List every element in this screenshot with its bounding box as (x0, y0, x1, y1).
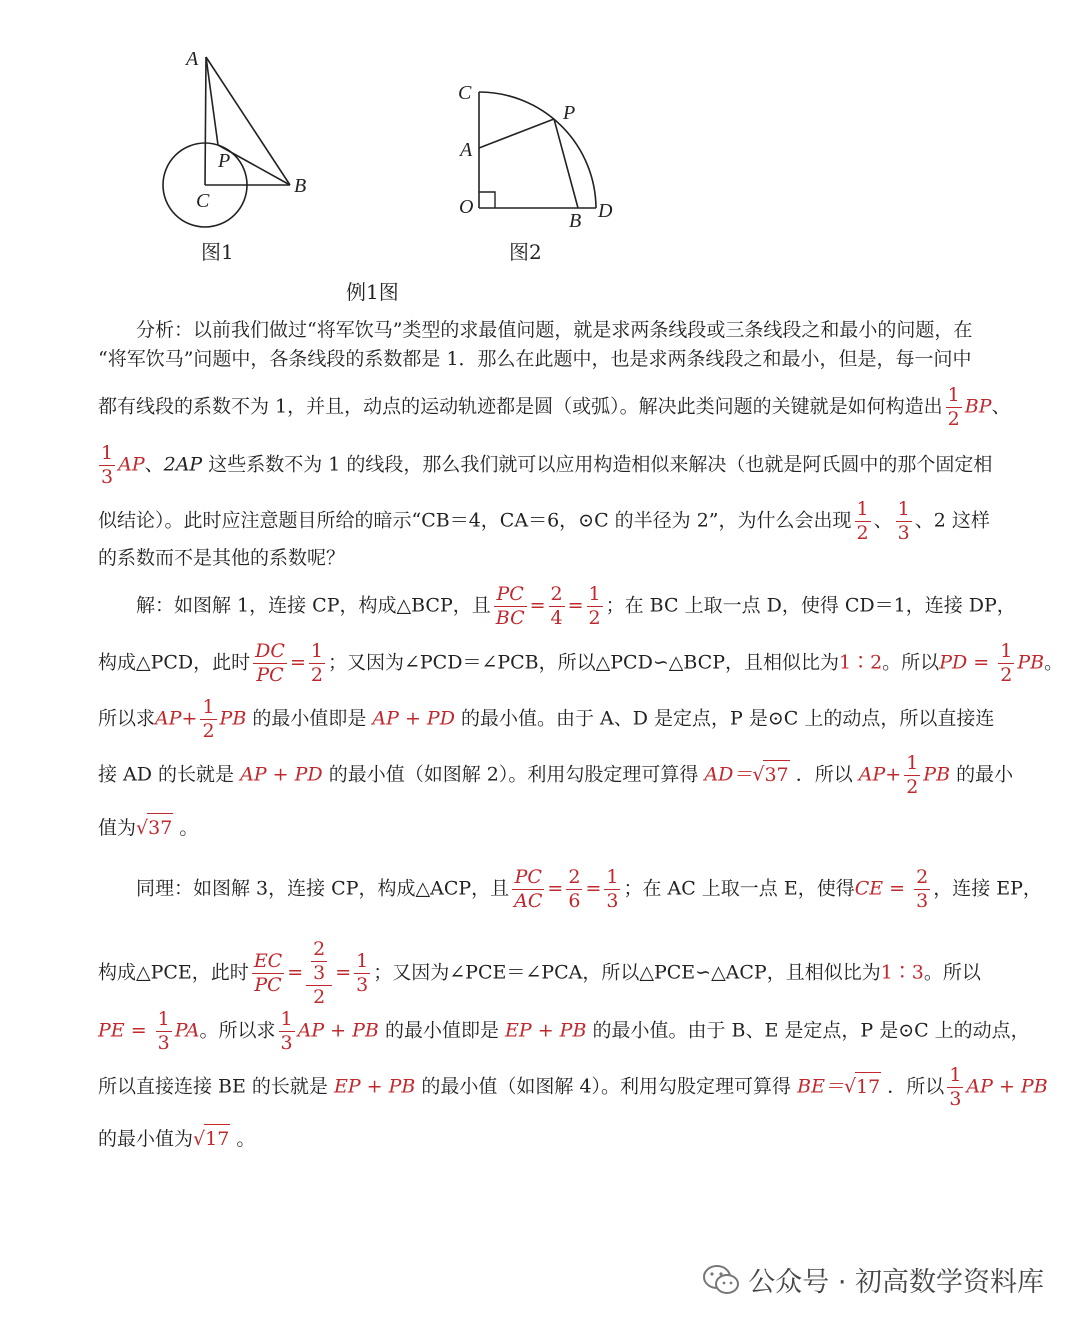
analysis-line-2: “将军饮马”问题中，各条线段的系数都是 1．那么在此题中，也是求两条线段之和最小，但是，每一问中 (98, 348, 972, 370)
solution2-line-4: 所以直接连接 BE 的长就是 EP + PB 的最小值（如图解 4）。利用勾股定理可算得 BE＝√17 ．所以 $\frac{1}{3}$ AP + PB (98, 1064, 1048, 1110)
solution-line-5: 值为√37 。 (98, 813, 198, 842)
solution-line-2: 构成△PCD，此时 $\frac{DC}{PC}$ = $\frac{1}{2}$ ；又因为∠PCD＝∠PCB，所以△PCD∽△BCP，且相似比为1∶2。所以PD = $\frac{1}{2}$ PB。 (98, 640, 1064, 686)
analysis-line-1: 分析：以前我们做过“将军饮马”类型的求最值问题，就是求两条线段或三条线段之和最小的问题，在 (136, 319, 973, 341)
solution2-line-3: PE = $\frac{1}{3}$ PA。所以求 $\frac{1}{3}$ AP + PB 的最小值即是 EP + PB 的最小值。由于 B、E 是定点，P 是⊙C 上的动点， (98, 1008, 1030, 1054)
solution-line-3: 所以求AP+ $\frac{1}{2}$ PB 的最小值即是 AP + PD 的最小值。由于 A、D 是定点，P 是⊙C 上的动点，所以直接连 (98, 696, 995, 742)
solution-line-1: 解：如图解 1，连接 CP，构成△BCP，且 $\frac{PC}{BC}$ = $\frac{2}{4}$ = $\frac{1}{2}$ ；在 BC 上取一点 D，使得 CD＝1，连接 DP， (136, 583, 1016, 629)
watermark (702, 1260, 1044, 1299)
solution2-line-1: 同理：如图解 3，连接 CP，构成△ACP，且 $\frac{PC}{AC}$ = $\frac{2}{6}$ = $\frac{1}{3}$ ；在 AC 上取一点 E，使得CE = $\frac{2}{3}$ ，连接 EP， (136, 866, 1042, 912)
solution2-line-2: 构成△PCE，此时 $\frac{EC}{PC}$ = $\frac{\frac{2}{3}}{2}$ = $\frac{1}{3}$ ；又因为∠PCE＝∠PCA，所以△PCE∽△ACP，且相似比为1∶3。所以 (98, 938, 981, 1008)
solution2-line-5: 的最小值为√17 。 (98, 1124, 255, 1153)
analysis-line-5: 似结论）。此时应注意题目所给的暗示“CB＝4，CA＝6，⊙C 的半径为 2”，为什么会出现 $\frac{1}{2}$ 、 $\frac{1}{3}$ 、2 这样 (98, 498, 990, 544)
fig1-label-c: C (196, 190, 210, 212)
analysis-line-6: 的系数而不是其他的系数呢？ (98, 547, 346, 569)
fig1-label-p: P (218, 150, 231, 172)
analysis-line-3: 都有线段的系数不为 1，并且，动点的运动轨迹都是圆（或弧）。解决此类问题的关键就是如何构造出 $\frac{1}{2}$ BP、 (98, 384, 1011, 430)
analysis-line-4: $\frac{1}{3}$ AP、2AP 这些系数不为 1 的线段，那么我们就可以应用构造相似来解决（也就是阿氏圆中的那个固定相 (101, 442, 993, 488)
fig1-label-a: A (186, 48, 199, 70)
fig2-label-a: A (460, 139, 473, 161)
fig2-label-c: C (458, 82, 472, 104)
fig2-label-b: B (569, 210, 582, 232)
fig2-label-p: P (563, 102, 576, 124)
figure-2 (470, 80, 610, 220)
example-caption: 例1图 (346, 280, 399, 304)
wechat-icon (702, 1264, 740, 1296)
fig2-caption: 图2 (509, 240, 542, 264)
fig1-caption: 图1 (201, 240, 234, 264)
watermark-text: 公众号 · 初高数学资料库 (748, 1267, 1044, 1298)
fig1-label-b: B (294, 175, 307, 197)
solution-line-4: 接 AD 的长就是 AP + PD 的最小值（如图解 2）。利用勾股定理可算得 AD＝√37 ．所以 AP+ $\frac{1}{2}$ PB 的最小 (98, 752, 1014, 798)
fig2-label-d: D (598, 200, 613, 222)
figure-1 (150, 45, 320, 235)
fig2-label-o: O (459, 196, 474, 218)
